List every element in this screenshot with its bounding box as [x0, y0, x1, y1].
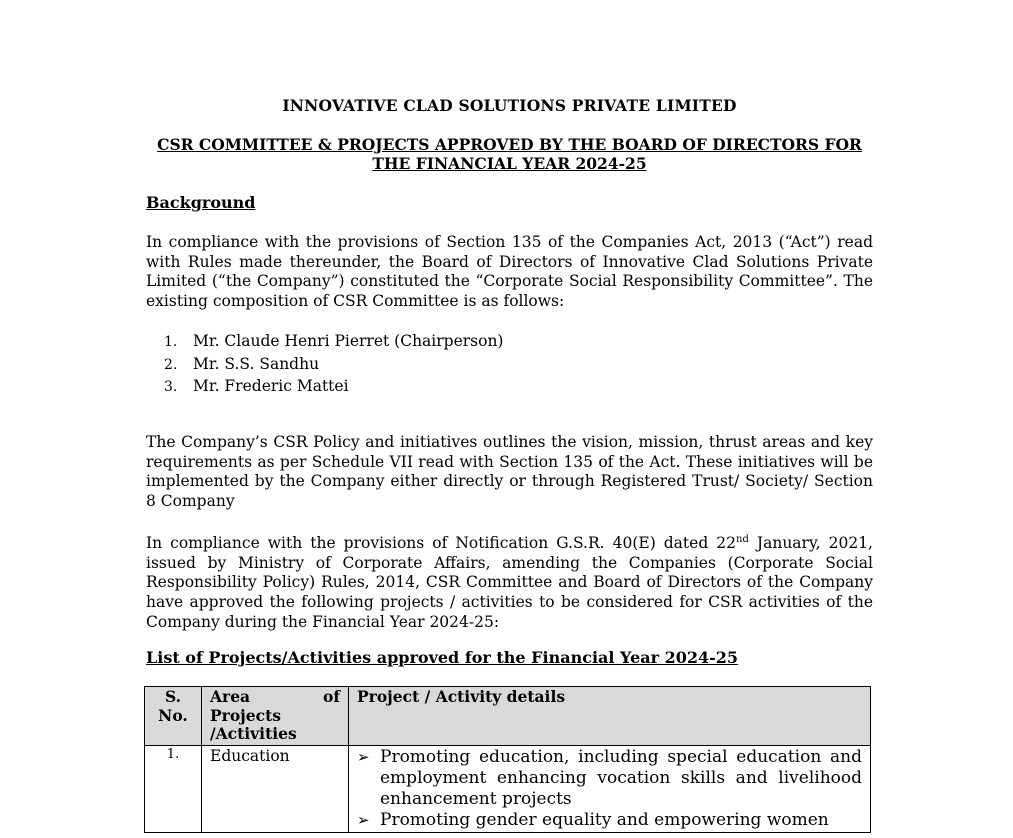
notification-text-start: In compliance with the provisions of Notification G.S.R. 40(E) dated 22: [146, 534, 737, 553]
member-name: Mr. S.S. Sandhu: [193, 354, 320, 373]
member-number: 1.: [164, 334, 178, 350]
committee-members-list: [146, 330, 503, 398]
projects-list-title: List of Projects/Activities approved for the Financial Year 2024-25: [146, 648, 739, 667]
member-number: 2.: [164, 356, 178, 373]
table-header-row: [145, 687, 871, 746]
sno-header: S. No.: [145, 687, 202, 746]
document-heading: [146, 135, 873, 173]
details-list: [357, 747, 862, 831]
table-row: [145, 745, 871, 832]
heading-line-2: THE FINANCIAL YEAR 2024-25: [372, 154, 647, 173]
details-header: Project / Activity details: [349, 687, 871, 746]
list-item: [146, 330, 503, 353]
list-item: [146, 353, 503, 376]
member-name: Mr. Frederic Mattei: [193, 377, 349, 395]
member-number: 3.: [164, 379, 178, 395]
background-title: Background: [146, 193, 256, 212]
policy-paragraph: The Company’s CSR Policy and initiatives outlines the vision, mission, thrust areas and key requirements as per Schedule VII read with Section 135 of the Act. These initiatives will be implemented by the Company either directly or through Registered Trust/ Society/ Section 8 Company: [146, 433, 873, 510]
area-header: Area of Projects /Activities: [202, 687, 349, 746]
background-paragraph: In compliance with the provisions of Section 135 of the Companies Act, 2013 (“Act”) read with Rules made thereunder, the Board of Directors of Innovative Clad Solutions Private Limited (“the Company”) constituted the “Corporate Social Responsibility Committee”. The existing composition of CSR Committee is as follows:: [146, 233, 873, 310]
notification-paragraph: [146, 530, 873, 632]
member-name: Mr. Claude Henri Pierret (Chairperson): [193, 332, 504, 350]
notification-text-end: January, 2021, issued by Ministry of Corporate Affairs, amending the Companies (Corporate Social Responsibility Policy) Rules, 2014, CSR Committee and Board of Directors of the Company have approved the following projects / activities to be considered for CSR activities of the Company during the Financial Year 2024-25:: [146, 534, 873, 631]
heading-line-1: CSR COMMITTEE & PROJECTS APPROVED BY THE BOARD OF DIRECTORS FOR: [157, 135, 862, 154]
list-item: ➢ Promoting education, including special education and employment enhancing vocation skills and livelihood enhancement projects: [357, 747, 862, 810]
list-item: ➢ Promoting gender equality and empowering women: [357, 810, 862, 831]
company-name: INNOVATIVE CLAD SOLUTIONS PRIVATE LIMITED: [282, 96, 737, 115]
ordinal-suffix: nd: [736, 534, 749, 545]
row-area: Education: [202, 745, 349, 832]
row-sno: 1.: [145, 745, 202, 832]
row-details: [349, 745, 871, 832]
list-item: [146, 375, 503, 398]
projects-table: [144, 686, 871, 833]
